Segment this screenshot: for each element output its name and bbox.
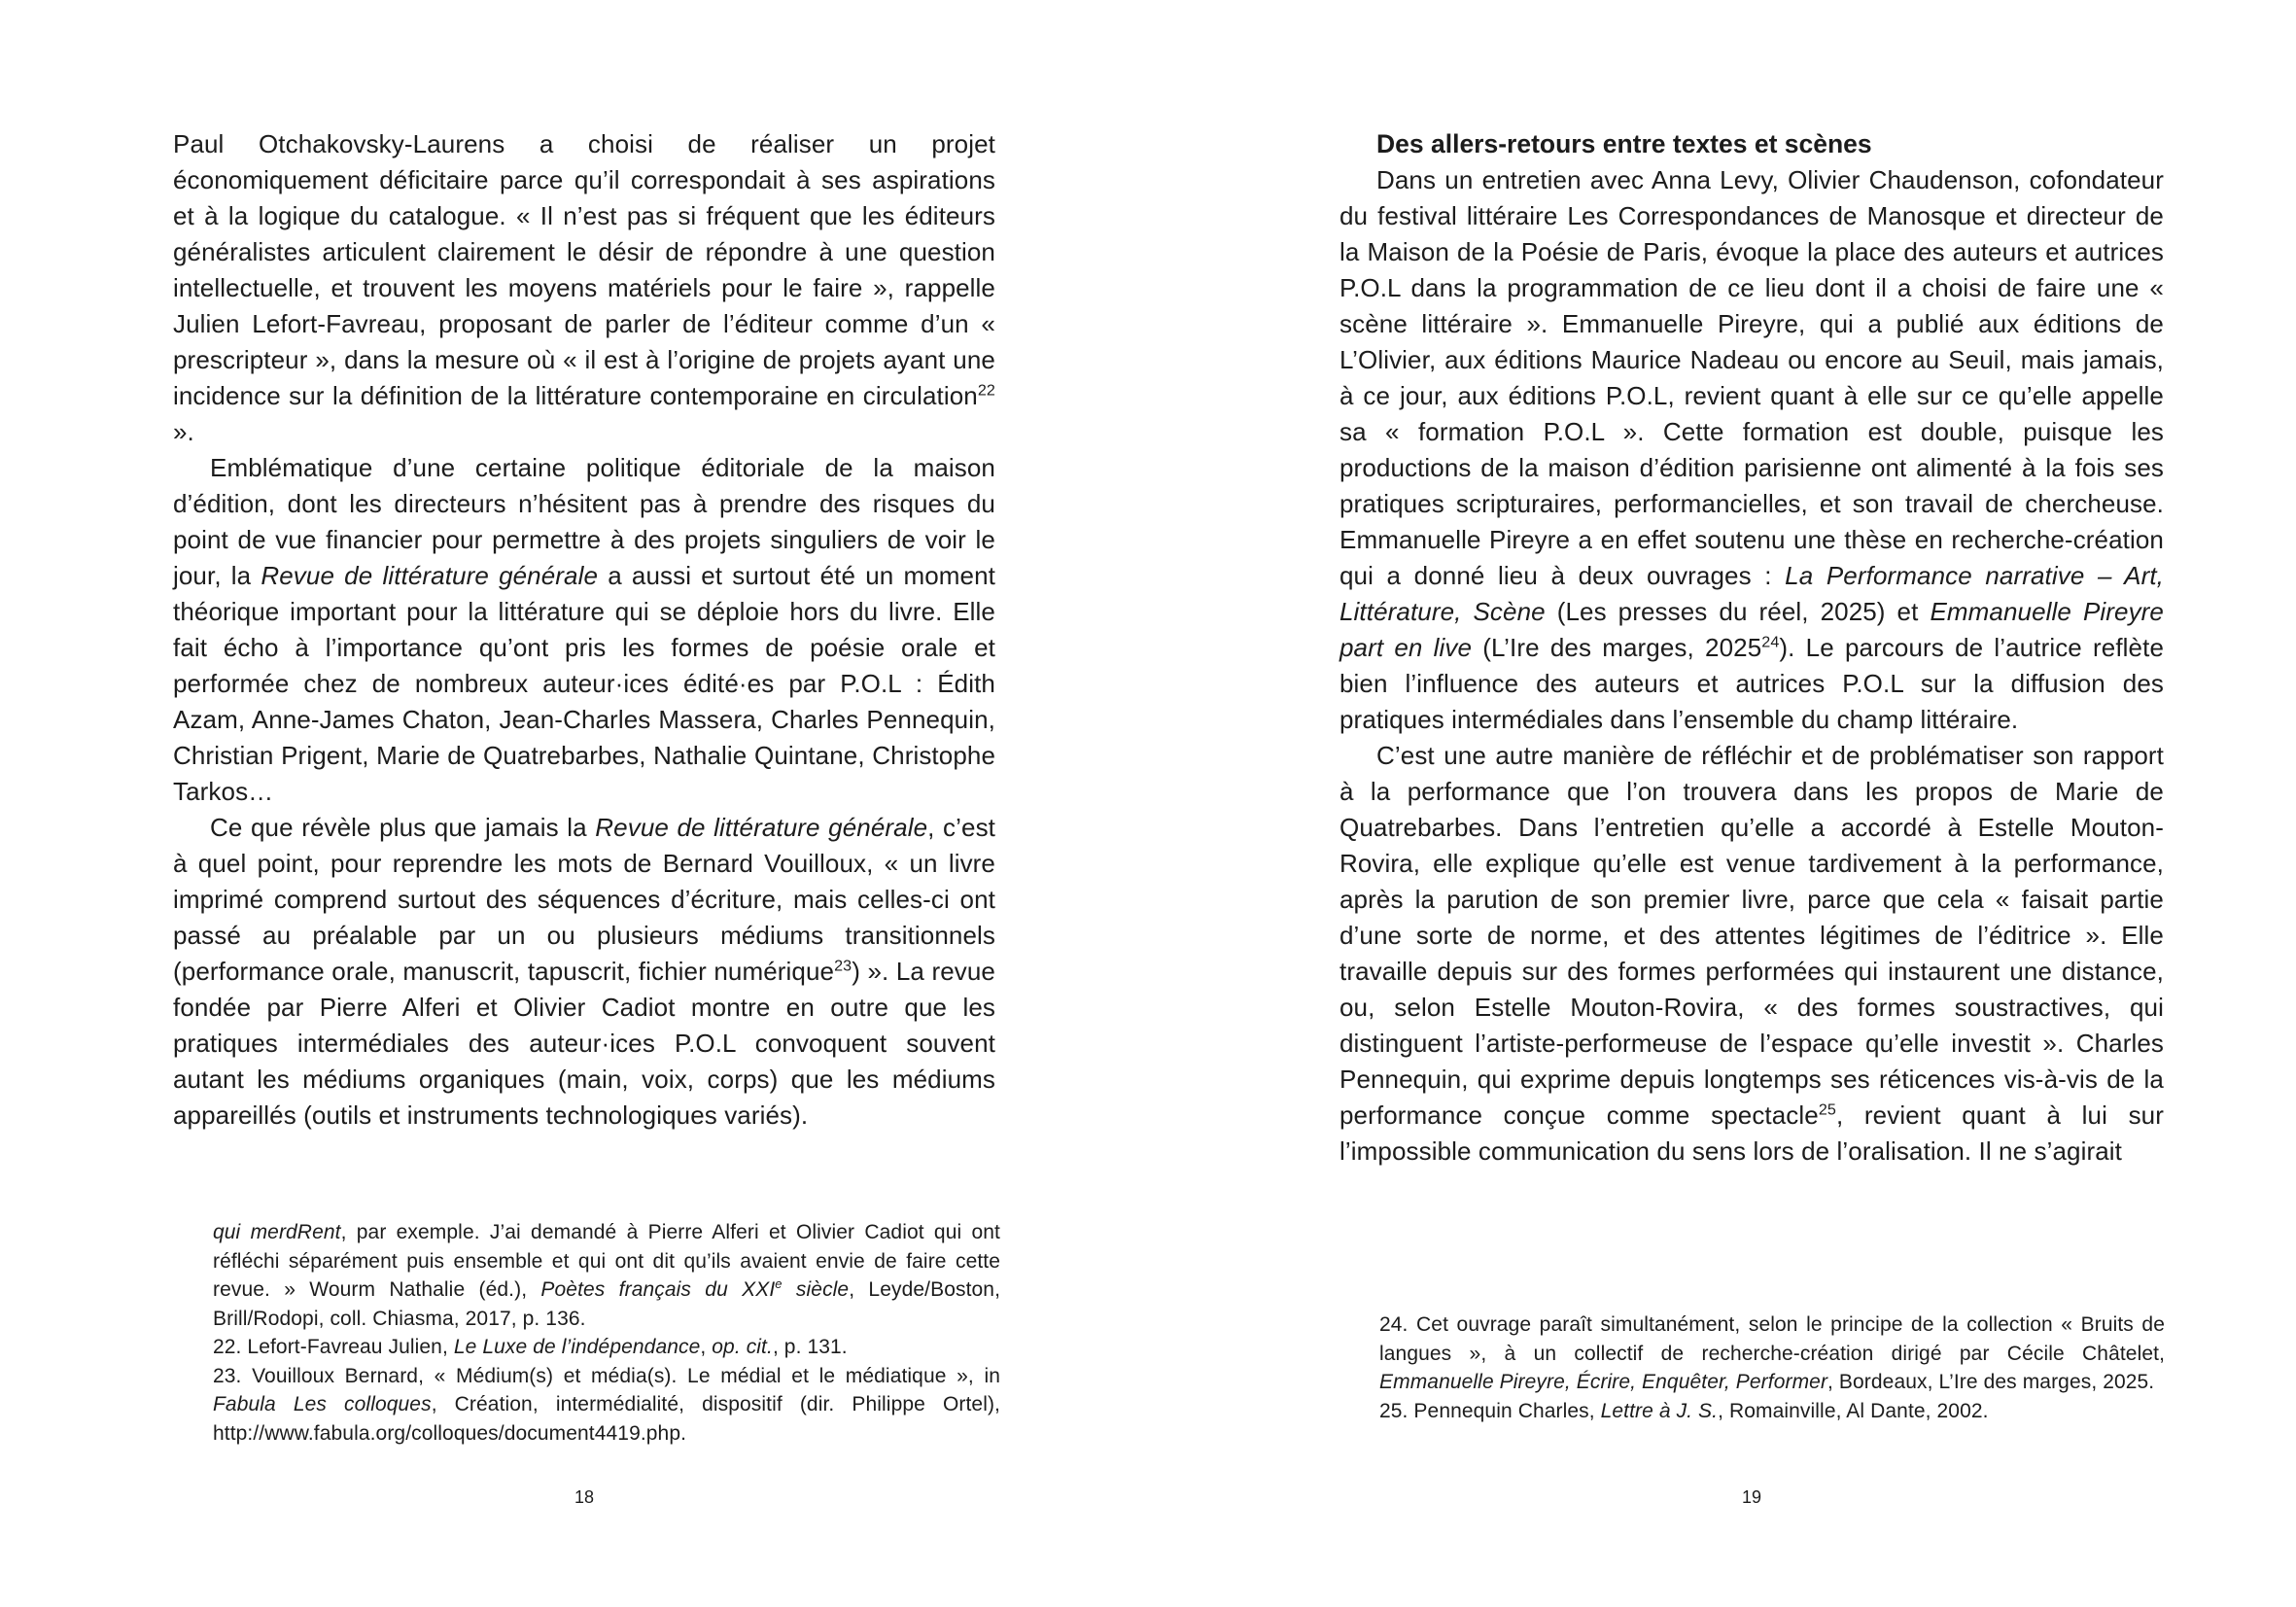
body-paragraph: C’est une autre manière de réfléchir et de problématiser son rapport à la performance que l’on trouvera dans les propos de Marie de Quatrebarbes. Dans l’entretien qu’elle a accordé à Estelle Mouton-Rovira, elle explique qu’elle est venue tardivement à la performance, après la parution de son premier livre, parce que cela « faisait partie d’une sorte de norme, et des attentes légitimes de l’éditrice ». Elle travaille depuis sur des formes performées qui instaurent une distance, ou, selon Estelle Mouton-Rovira, « des formes soustractives, qui distinguent l’artiste-performeuse de l’espace qu’elle investit ». Charles Pennequin, qui exprime depuis longtemps ses réticences vis-à-vis de la performance conçue comme spectacle$^{25}$, revient quant à lui sur l’impossible communication du sens lors de l’oralisation. Il ne s’agirait (1339, 741, 2164, 1166)
right-text-block (1339, 126, 2164, 1170)
body-paragraph: Dans un entretien avec Anna Levy, Olivier Chaudenson, cofondateur du festival littéraire Les Correspondances de Manosque et directeur de la Maison de la Poésie de Paris, évoque la place des auteurs et autrices P.O.L dans la programmation de ce lieu dont il a choisi de faire une « scène littéraire ». Emmanuelle Pireyre, qui a publié aux éditions de L’Olivier, aux éditions Maurice Nadeau ou encore au Seuil, mais jamais, à ce jour, aux éditions P.O.L, revient quant à elle sur ce qu’elle appelle sa « formation P.O.L ». Cette formation est double, puisque les productions de la maison d’édition parisienne ont alimenté à la fois ses pratiques scripturaires, performancielles, et son travail de chercheuse. Emmanuelle Pireyre a en effet soutenu une thèse en recherche-création qui a donné lieu à deux ouvrages : La Performance narrative – Art, Littérature, Scène (Les presses du réel, 2025) et Emmanuelle Pireyre part en live (L’Ire des marges, 2025$^{24}$). Le parcours de l’autrice reflète bien l’influence des auteurs et autrices P.O.L sur la diffusion des pratiques intermédiales dans l’ensemble du champ littéraire. (1339, 165, 2165, 734)
footnote-continuation: qui merdRent, par exemple. J’ai demandé à Pierre Alferi et Olivier Cadiot qui ont réfléchi séparément puis ensemble et qui ont dit qu’ils avaient envie de faire cette revue. » Wourm Nathalie (éd.), Poètes français du XXIe siècle, Leyde/Boston, Brill/Rodopi, coll. Chiasma, 2017, p. 136. (213, 1221, 1001, 1330)
page-number-left: 18 (574, 1487, 595, 1507)
footnote-23: 23. Vouilloux Bernard, « Médium(s) et média(s). Le médial et le médiatique », in Fabula Les colloques, Création, intermédialité, dispositif (dir. Philippe Ortel), http://www.fabula.org/colloques/document4419.php. (213, 1364, 1000, 1445)
left-text-block (173, 126, 995, 1134)
body-paragraph: Ce que révèle plus que jamais la Revue de littérature générale, c’est à quel point, pour reprendre les mots de Bernard Vouilloux, « un livre imprimé comprend surtout des séquences d’écriture, mais celles-ci ont passé au préalable par un ou plusieurs médiums transitionnels (performance orale, manuscrit, tapuscrit, fichier numérique$^{23}$) ». La revue fondée par Pierre Alferi et Olivier Cadiot montre en outre que les pratiques intermédiales des auteur·ices P.O.L convoquent souvent autant les médiums organiques (main, voix, corps) que les médiums appareillés (outils et instruments technologiques variés). (173, 813, 995, 1130)
page-right (1148, 0, 2296, 1607)
body-paragraph: Emblématique d’une certaine politique éditoriale de la maison d’édition, dont les directeurs n’hésitent pas à prendre des risques du point de vue financier pour permettre à des projets singuliers de voir le jour, la Revue de littérature générale a aussi et surtout été un moment théorique important pour la littérature qui se déploie hors du livre. Elle fait écho à l’importance qu’ont pris les formes de poésie orale et performée chez de nombreux auteur·ices édité·es par P.O.L : Édith Azam, Anne-James Chaton, Jean-Charles Massera, Charles Pennequin, Christian Prigent, Marie de Quatrebarbes, Nathalie Quintane, Christophe Tarkos… (173, 453, 995, 806)
footnote-24: 24. Cet ouvrage paraît simultanément, selon le principe de la collection « Bruits de langues », à un collectif de recherche-création dirigé par Cécile Châtelet, Emmanuelle Pireyre, Écrire, Enquêter, Performer, Bordeaux, L’Ire des marges, 2025. (1379, 1313, 2165, 1393)
right-footnotes (1379, 1310, 2165, 1425)
left-footnotes (213, 1218, 1000, 1448)
body-paragraph: Paul Otchakovsky-Laurens a choisi de réaliser un projet économiquement déficitaire parce qu’il correspondait à ses aspirations et à la logique du catalogue. « Il n’est pas si fréquent que les éditeurs généralistes articulent clairement le désir de répondre à une question intellectuelle, et trouvent les moyens matériels pour le faire », rappelle Julien Lefort-Favreau, proposant de parler de l’éditeur comme d’un « prescripteur », dans la mesure où « il est à l’origine de projets ayant une incidence sur la définition de la littérature contemporaine en circulation$^{22}$ ». (173, 129, 995, 446)
footnote-22: 22. Lefort-Favreau Julien, Le Luxe de l’indépendance, op. cit., p. 131. (213, 1336, 848, 1358)
footnote-25: 25. Pennequin Charles, Lettre à J. S., Romainville, Al Dante, 2002. (1379, 1399, 1989, 1422)
page-number-right: 19 (1741, 1487, 1762, 1507)
section-heading: Des allers-retours entre textes et scènes (1376, 129, 1872, 158)
